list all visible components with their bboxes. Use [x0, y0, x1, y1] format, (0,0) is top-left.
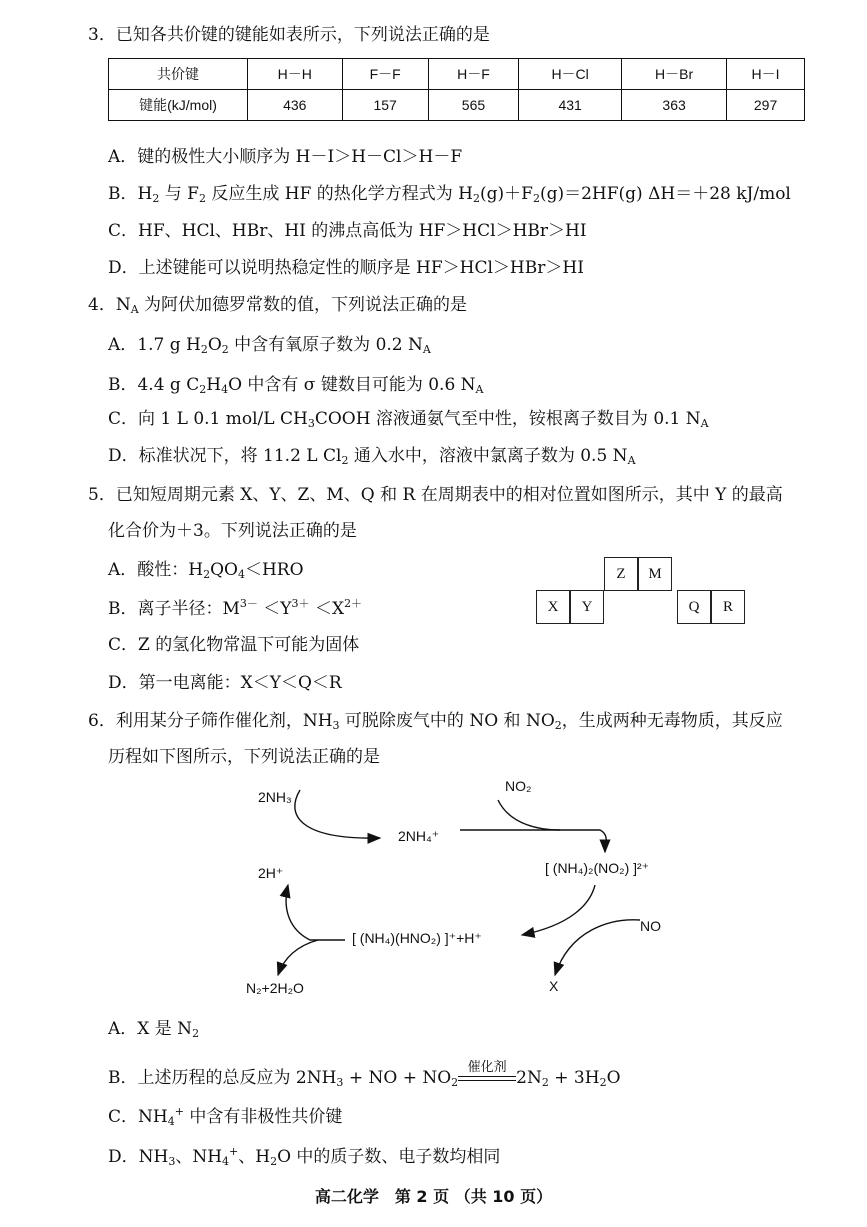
q5-option-b: B．离子半径：$M^{3-} <Y^{3+} <X^{2+}$	[108, 597, 363, 619]
table-cell-bond: H－I	[727, 59, 805, 90]
q5-option-d: D．第一电离能：X＜Y＜Q＜R	[108, 673, 342, 693]
table-cell-energy: 431	[519, 90, 622, 121]
q5-option-c: C．Z 的氢化物常温下可能为固体	[108, 635, 360, 655]
label-2h-plus: 2H⁺	[258, 865, 284, 881]
element-cell-r: R	[711, 590, 745, 624]
table-cell-energy: 363	[622, 90, 727, 121]
table-cell-bond: F－F	[342, 59, 428, 90]
q3-option-c: C．HF、HCl、HBr、HI 的沸点高低为 HF＞HCl＞HBr＞HI	[108, 221, 587, 241]
arrow-nh3-to-nh4	[295, 790, 380, 838]
label-2nh4: 2NH₄⁺	[398, 828, 440, 844]
q6-stem-line2: 历程如下图所示，下列说法正确的是	[108, 747, 380, 767]
q6-option-c: C．$NH_4^+$ 中含有非极性共价键	[108, 1105, 343, 1128]
element-cell-m: M	[638, 557, 672, 591]
table-cell-energy: 157	[342, 90, 428, 121]
table-cell-bond: H－Cl	[519, 59, 622, 90]
label-2nh3: 2NH₃	[258, 789, 292, 805]
element-cell-q: Q	[677, 590, 711, 624]
table-cell-bond: H－H	[248, 59, 343, 90]
arrow-complex2-to-hplus	[286, 885, 345, 940]
element-cell-x: X	[536, 590, 570, 624]
arrow-no2-in	[498, 800, 560, 830]
q5-stem-line1: 5．已知短周期元素 X、Y、Z、M、Q 和 R 在周期表中的相对位置如图所示，其中 Y 的最高	[88, 485, 783, 505]
label-x: X	[549, 978, 559, 994]
table-cell-energy: 565	[428, 90, 518, 121]
arrow-nh4-to-complex1	[460, 830, 606, 852]
element-cell-z: Z	[604, 557, 638, 591]
arrow-to-products	[278, 940, 318, 975]
table-cell-bond: H－F	[428, 59, 518, 90]
table-cell-bond: H－Br	[622, 59, 727, 90]
table-cell-energy: 297	[727, 90, 805, 121]
catalyst-equals-sign: 催化剂	[458, 1068, 516, 1087]
label-products: N₂+2H₂O	[246, 980, 304, 996]
table-header-energy: 键能(kJ/mol)	[109, 90, 248, 121]
label-no2: NO₂	[505, 778, 532, 794]
q5-stem-line2: 化合价为＋3。下列说法正确的是	[108, 521, 357, 541]
q4-option-b: B．4.4 g $C_2H_4O$ 中含有 σ 键数目可能为 0.6 $N_A$	[108, 375, 484, 396]
q3-stem: 3．已知各共价键的键能如表所示，下列说法正确的是	[88, 25, 490, 45]
q6-option-d: D．$NH_3$、$NH_4^+$、$H_2O$ 中的质子数、电子数均相同	[108, 1145, 501, 1168]
q5-option-a: A．酸性：$H_2QO_4<HRO$	[108, 560, 304, 581]
q4-option-c: C．向 1 L 0.1 mol/L $CH_3COOH$ 溶液通氨气至中性，铵根离子数目为 0.1 $N_A$	[108, 409, 709, 430]
element-cell-y: Y	[570, 590, 604, 624]
q3-option-d: D．上述键能可以说明热稳定性的顺序是 HF＞HCl＞HBr＞HI	[108, 258, 584, 278]
label-no: NO	[640, 918, 661, 934]
label-complex-1: [ (NH₄)₂(NO₂) ]²⁺	[545, 860, 650, 876]
label-complex-2: [ (NH₄)(HNO₂) ]⁺+H⁺	[352, 930, 482, 946]
q4-option-a: A．1.7 g $H_2O_2$ 中含有氧原子数为 0.2 $N_A$	[108, 335, 431, 356]
table-cell-energy: 436	[248, 90, 343, 121]
arrow-no-in	[555, 920, 640, 975]
page-footer: 高二化学 第 2 页 （共 10 页）	[314, 1187, 553, 1206]
q3-option-b: B．$H_2$ 与 $F_2$ 反应生成 HF 的热化学方程式为 $H_2(g)+F_2(g)=2HF(g)$ ΔH＝＋28 kJ/mol	[108, 184, 791, 205]
arrow-complex1-to-complex2	[522, 885, 595, 935]
q6-option-a: A．X 是 $N_2$	[108, 1019, 200, 1040]
q4-option-d: D．标准状况下，将 11.2 L $Cl_2$ 通入水中，溶液中氯离子数为 0.5 $N_A$	[108, 446, 636, 467]
q6-option-b: B．上述历程的总反应为 $2NH_3$ + NO + $NO_2$催化剂 $2N_2 + 3H_2O$	[108, 1060, 621, 1089]
q3-option-a: A．键的极性大小顺序为 H－I＞H－Cl＞H－F	[108, 147, 463, 167]
q6-stem-line1: 6．利用某分子筛作催化剂，$NH_3$ 可脱除废气中的 NO 和 $NO_2$，生成两种无毒物质，其反应	[88, 711, 783, 732]
q4-stem: 4．$N_A$ 为阿伏加德罗常数的值，下列说法正确的是	[88, 295, 468, 316]
table-header-bond: 共价键	[109, 59, 248, 90]
